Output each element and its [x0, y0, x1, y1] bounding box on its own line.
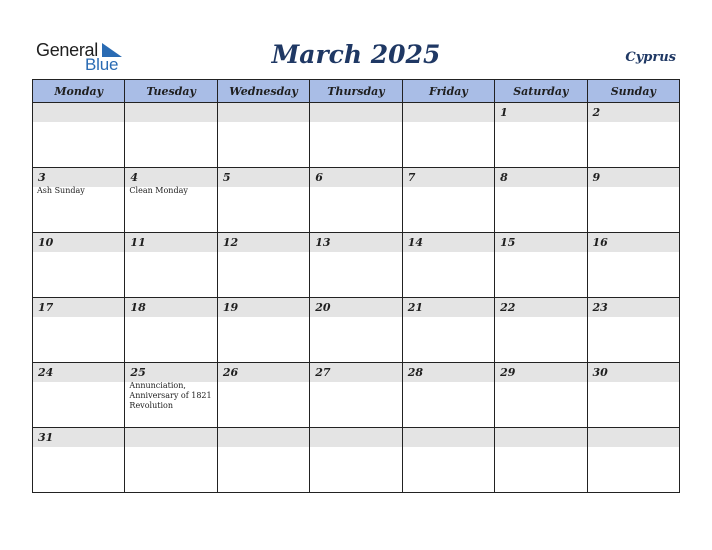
logo-text-general: General	[36, 40, 98, 60]
holiday-label: Ash Sunday	[37, 186, 85, 195]
calendar-title: March 2025	[271, 40, 441, 69]
day-cell	[402, 428, 494, 493]
day-cell	[495, 103, 587, 168]
logo-text-blue: Blue	[85, 55, 119, 74]
day-cell	[310, 233, 402, 298]
day-number: 17	[33, 298, 124, 317]
day-number: 18	[125, 298, 216, 317]
day-cell	[33, 298, 125, 363]
day-cell	[495, 363, 587, 428]
day-number: 15	[495, 233, 586, 252]
day-number	[310, 103, 401, 122]
weekday-header: Saturday	[495, 80, 587, 103]
day-cell	[495, 168, 587, 233]
day-number: 14	[403, 233, 494, 252]
day-cell	[402, 168, 494, 233]
weekday-header: Monday	[33, 80, 125, 103]
day-cell	[217, 103, 309, 168]
day-number: 24	[33, 363, 124, 382]
day-cell	[402, 298, 494, 363]
day-cell	[587, 428, 679, 493]
weekday-header-row	[33, 80, 680, 103]
day-number: 7	[403, 168, 494, 187]
day-number	[588, 428, 679, 447]
week-row	[33, 168, 680, 233]
day-number	[403, 428, 494, 447]
day-number	[310, 428, 401, 447]
day-cell	[495, 428, 587, 493]
day-number: 13	[310, 233, 401, 252]
day-cell	[125, 298, 217, 363]
day-number: 2	[588, 103, 679, 122]
day-cell	[310, 298, 402, 363]
weekday-header: Sunday	[587, 80, 679, 103]
day-cell	[217, 298, 309, 363]
day-number	[33, 103, 124, 122]
day-cell	[125, 363, 217, 428]
day-cell	[402, 233, 494, 298]
day-number: 4	[125, 168, 216, 187]
day-cell	[310, 363, 402, 428]
day-number: 12	[218, 233, 309, 252]
day-cell	[495, 298, 587, 363]
calendar-grid	[32, 79, 680, 493]
day-number: 1	[495, 103, 586, 122]
weekday-header: Friday	[402, 80, 494, 103]
day-number: 16	[588, 233, 679, 252]
day-number: 19	[218, 298, 309, 317]
day-number	[403, 103, 494, 122]
day-number: 21	[403, 298, 494, 317]
weekday-header: Thursday	[310, 80, 402, 103]
week-row	[33, 428, 680, 493]
day-cell	[402, 103, 494, 168]
day-number: 26	[218, 363, 309, 382]
day-cell	[587, 298, 679, 363]
day-cell	[217, 233, 309, 298]
day-cell	[125, 103, 217, 168]
day-cell	[217, 428, 309, 493]
day-number: 3	[33, 168, 124, 187]
day-cell	[310, 428, 402, 493]
day-number	[125, 103, 216, 122]
day-number	[495, 428, 586, 447]
day-cell	[33, 103, 125, 168]
day-cell	[587, 233, 679, 298]
day-number: 8	[495, 168, 586, 187]
day-number: 5	[218, 168, 309, 187]
weekday-header: Tuesday	[125, 80, 217, 103]
week-row	[33, 298, 680, 363]
day-cell	[125, 168, 217, 233]
day-cell	[495, 233, 587, 298]
day-number: 29	[495, 363, 586, 382]
day-number: 20	[310, 298, 401, 317]
day-number: 25	[125, 363, 216, 382]
day-cell	[33, 168, 125, 233]
day-cell	[310, 168, 402, 233]
day-cell	[125, 233, 217, 298]
week-row	[33, 233, 680, 298]
day-cell	[402, 363, 494, 428]
day-cell	[125, 428, 217, 493]
day-cell	[587, 168, 679, 233]
day-cell	[33, 233, 125, 298]
day-number: 22	[495, 298, 586, 317]
day-number: 28	[403, 363, 494, 382]
day-cell	[217, 168, 309, 233]
day-cell	[33, 363, 125, 428]
week-row	[33, 103, 680, 168]
day-number: 31	[33, 428, 124, 447]
weekday-header: Wednesday	[217, 80, 309, 103]
day-number: 11	[125, 233, 216, 252]
holiday-label: Annunciation, Anniversary of 1821 Revolution	[129, 381, 212, 410]
country-label: Cyprus	[625, 50, 676, 65]
day-cell	[310, 103, 402, 168]
day-number: 23	[588, 298, 679, 317]
day-number: 9	[588, 168, 679, 187]
day-number	[218, 103, 309, 122]
day-number: 10	[33, 233, 124, 252]
day-number: 6	[310, 168, 401, 187]
week-row	[33, 363, 680, 428]
day-cell	[587, 363, 679, 428]
day-cell	[33, 428, 125, 493]
day-number: 27	[310, 363, 401, 382]
day-cell	[217, 363, 309, 428]
day-number: 30	[588, 363, 679, 382]
day-cell	[587, 103, 679, 168]
holiday-label: Clean Monday	[129, 186, 188, 195]
day-number	[218, 428, 309, 447]
day-number	[125, 428, 216, 447]
